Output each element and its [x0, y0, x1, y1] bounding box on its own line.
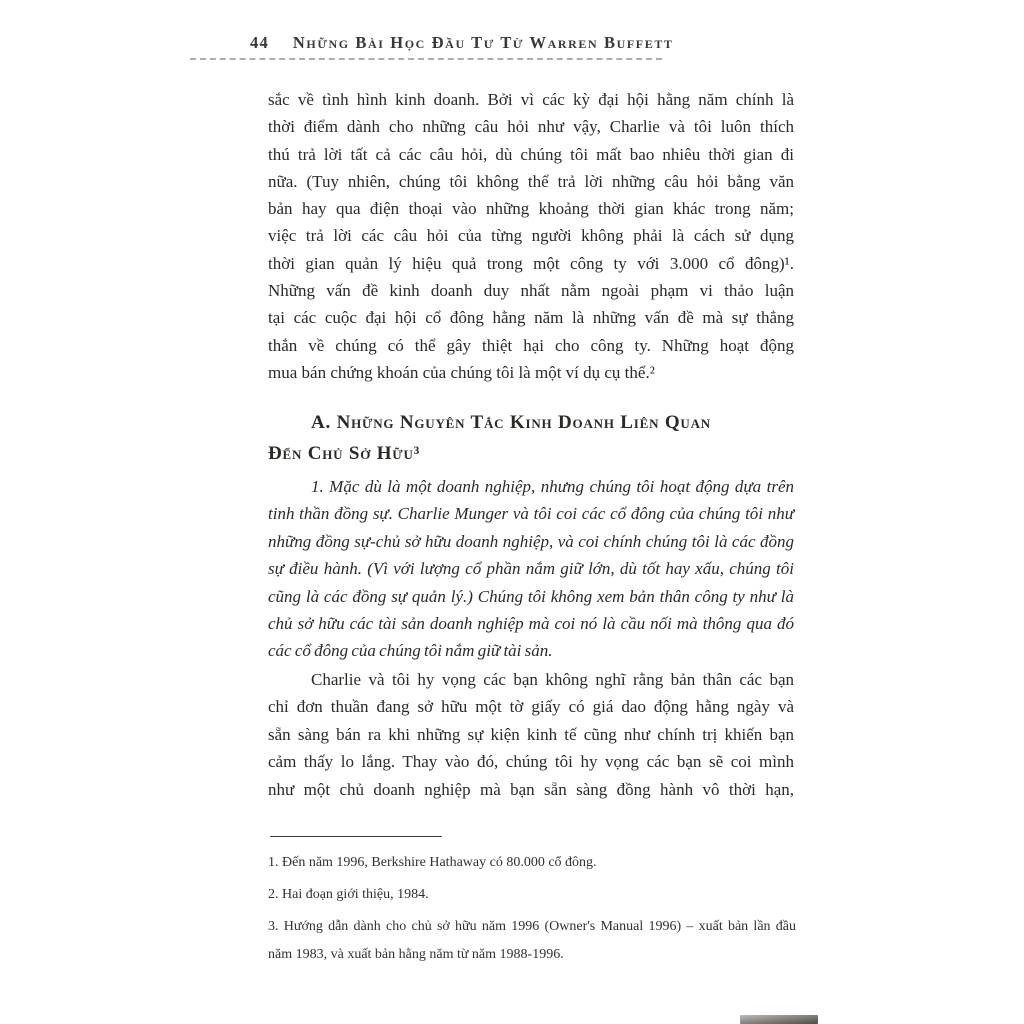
text-line: bản hay qua điện thoại vào những khoảng thời gian khác trong năm; — [268, 199, 794, 219]
paragraph-charlie-hope — [268, 666, 794, 803]
text-line: 3. Hướng dẫn dành cho chủ sở hữu năm 1996 (Owner's Manual 1996) – xuất bản lần đầu — [268, 919, 796, 934]
text-line: cảm thấy lo lắng. Thay vào đó, chúng tôi hy vọng các bạn sẽ coi mình — [268, 752, 794, 772]
text-line: thời gian quản lý hiệu quả trong một công ty với 3.000 cổ đông)¹. — [268, 253, 794, 273]
page-header — [250, 33, 674, 53]
text-line: thời điểm dành cho những câu hỏi như vậy, Charlie và tôi luôn thích — [268, 117, 794, 137]
text-line: những đồng sự-chủ sở hữu doanh nghiệp, và coi chính chúng tôi là các đồng — [268, 531, 794, 551]
text-line: Những vấn đề kinh doanh duy nhất nằm ngoài phạm vi thảo luận — [268, 281, 794, 301]
header-dashed-rule — [190, 58, 662, 60]
footnote-2 — [268, 881, 796, 909]
text-line: Charlie và tôi hy vọng các bạn không nghĩ rằng bản thân các bạn — [311, 670, 794, 689]
book-title: Những Bài Học Đầu Tư Từ Warren Buffett — [292, 33, 674, 52]
text-line: việc trả lời các câu hỏi của từng người không phải là cách sử dụng — [268, 226, 794, 246]
text-line: chỉ đơn thuần đang sở hữu một tờ giấy có giá dao động hằng ngày và — [268, 697, 794, 717]
text-line: tinh thần đồng sự. Charlie Munger và tôi coi các cổ đông của chúng tôi như — [268, 504, 794, 524]
paragraph-principle-1-italic — [268, 473, 794, 665]
text-line: các cổ đông của chúng tôi nắm giữ tài sản. — [268, 641, 553, 661]
text-line: như một chủ doanh nghiệp mà bạn sẵn sàng đồng hành vô thời hạn, — [268, 779, 794, 799]
text-line: 2. Hai đoạn giới thiệu, 1984. — [268, 887, 429, 902]
text-line: sự điều hành. (Vì với lượng cổ phần nắm giữ lớn, dù tốt hay xấu, chúng tôi — [268, 559, 794, 579]
text-line: thắn về chúng có thể gây thiệt hại cho công ty. Những hoạt động — [268, 335, 794, 355]
text-line: chủ sở hữu các tài sản doanh nghiệp mà coi nó là cầu nối mà thông qua đó — [268, 614, 794, 634]
text-line: Đến Chủ Sở Hữu³ — [268, 443, 421, 464]
text-line: thú trả lời tất cả các câu hỏi, dù chúng tôi mất bao nhiêu thời gian đi — [268, 144, 794, 164]
text-line: sắc về tình hình kinh doanh. Bởi vì các kỳ đại hội hằng năm chính là — [268, 90, 794, 109]
text-line: 1. Mặc dù là một doanh nghiệp, nhưng chúng tôi hoạt động dựa trên — [311, 477, 794, 496]
text-line: tại các cuộc đại hội cổ đông hằng năm là những vấn đề mà sự thẳng — [268, 308, 794, 328]
footnote-1 — [268, 849, 796, 877]
paragraph-annual-meeting-questions — [268, 86, 794, 386]
text-line: A. Những Nguyên Tắc Kinh Doanh Liên Quan — [311, 412, 711, 433]
text-line: nữa. (Tuy nhiên, chúng tôi không thể trả lời những câu hỏi bằng văn — [268, 171, 794, 191]
text-line: cũng là các đồng sự quản lý.) Chúng tôi không xem bản thân công ty như là — [268, 586, 794, 606]
footnote-separator-rule — [270, 836, 442, 837]
scan-artifact — [740, 1015, 818, 1024]
text-line: 1. Đến năm 1996, Berkshire Hathaway có 80.000 cổ đông. — [268, 855, 597, 870]
section-heading-owner-principles — [268, 407, 794, 469]
footnote-3 — [268, 913, 796, 969]
text-line: năm 1983, và xuất bản hằng năm từ năm 1988-1996. — [268, 947, 564, 962]
text-line: sẵn sàng bán ra khi những sự kiện kinh tế cũng như chính trị khiến bạn — [268, 724, 794, 744]
page-number: 44 — [250, 33, 269, 52]
text-line: mua bán chứng khoán của chúng tôi là một ví dụ cụ thể.² — [268, 362, 655, 382]
